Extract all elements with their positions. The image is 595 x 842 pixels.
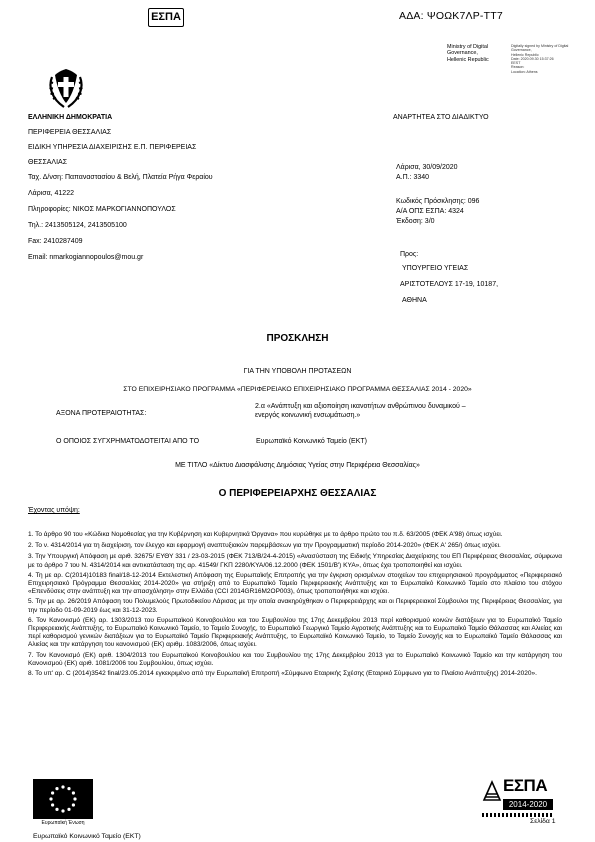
sender-line: Λάρισα, 41222 [28, 190, 74, 197]
sender-line: Πληροφορίες: ΝΙΚΟΣ ΜΑΡΚΟΓΙΑΝΝΟΠΟΥΛΟΣ [28, 206, 176, 213]
espa-footer-logo [482, 778, 554, 822]
document-date: Λάρισα, 30/09/2020 [396, 164, 458, 171]
mgov-line: Hellenic Republic [447, 56, 489, 63]
consideration-item: 4. Τη με αρ. C(2014)10183 final/18-12-2014 Εκτελεστική Απόφαση της Ευρωπαϊκής Επιτροπής για την έγκριση ορισμένων στοιχείων του επιχειρησιακού προγράμματος «Περιφερειακό Επιχειρησιακό Πρόγραμμα Θεσσαλίας 2014-2020» για στήριξη από το Ευρωπαϊκό Ταμείο Περιφερειακής Ανάπτυξης και το Ευρωπαϊκό Κοινωνικό Ταμείο στο πλαίσιο του στόχου «Επενδύσεις στην ανάπτυξη και την απασχόληση» στην Ελλάδα (CCI 2014GR16M2OP003), όπως τροποποιήθηκε και ισχύει. [28, 571, 562, 596]
version: Έκδοση: 3/0 [396, 218, 435, 225]
eu-caption: Ευρωπαϊκή Ένωση [41, 820, 85, 826]
hellenic-emblem-icon [46, 67, 86, 109]
authority-heading: Ο ΠΕΡΙΦΕΡΕΙΑΡΧΗΣ ΘΕΣΣΑΛΙΑΣ [218, 488, 377, 499]
espa-top-logo: ΕΣΠΑ [148, 8, 184, 27]
considering-label: Έχοντας υπόψη: [28, 507, 80, 514]
sender-email[interactable]: Email: nmarkogiannopoulos@mou.gr [28, 254, 144, 261]
axis-value: 2.α «Ανάπτυξη και αξιοποίηση ικανοτήτων ανθρώπινου δυναμικού – ενεργός κοινωνική ενσωμάτωση.» [255, 403, 466, 419]
recipient-label: Προς: [400, 251, 419, 258]
program-line: ΣΤΟ ΕΠΙΧΕΙΡΗΣΙΑΚΟ ΠΡΟΓΡΑΜΜΑ «ΠΕΡΙΦΕΡΕΙΑΚΟ ΕΠΙΧΕΙΡΗΣΙΑΚΟ ΠΡΟΓΡΑΜΜΑ ΘΕΣΣΑΛΙΑΣ 2014 - 2020» [123, 386, 472, 393]
espa-years: 2014-2020 [508, 800, 548, 809]
mgov-line: Governance, [447, 50, 478, 57]
recipient-line: ΑΡΙΣΤΟΤΕΛΟΥΣ 17-19, 10187, [400, 281, 499, 288]
consideration-item: 6. Τον Κανονισμό (ΕΚ) αρ. 1303/2013 του Ευρωπαϊκού Κοινοβουλίου και του Συμβουλίου της 17ης Δεκεμβρίου 2013 περί καθορισμού κοινών διατάξεων για το Ευρωπαϊκό Ταμείο Περιφερειακής Ανάπτυξης, το Ευρωπαϊκό Κοινωνικό Ταμείο, το Ταμείο Συνοχής, το Ευρωπαϊκό Γεωργικό Ταμείο Αγροτικής Ανάπτυξης και το Ευρωπαϊκό Ταμείο Θάλασσας και Αλιείας και περί καθορισμού γενικών διατάξεων για το Ευρωπαϊκό Ταμείο Περιφερειακής Ανάπτυξης, το Ευρωπαϊκό Κοινωνικό Ταμείο, το Ταμείο Συνοχής και το Ευρωπαϊκό Ταμείο Θάλασσας και Αλιείας και την κατάργηση του κανονισμού (ΕΚ) αριθμ. 1083/2006, όπως ισχύει. [28, 616, 562, 649]
espa-stripe [482, 813, 554, 817]
sender-block [28, 113, 328, 269]
digital-signature [511, 44, 593, 74]
fund-value: Ευρωπαϊκό Κοινωνικό Ταμείο (ΕΚΤ) [256, 438, 367, 445]
mgov-line: Ministry of Digital [447, 44, 489, 50]
considerations-list [28, 531, 562, 678]
ada-code: ΑΔΑ: ΨΟΩΚ7ΛΡ-ΤΤ7 [399, 10, 503, 22]
sender-line: ΕΙΔΙΚΗ ΥΠΗΡΕΣΙΑ ΔΙΑΧΕΙΡΙΣΗΣ Ε.Π. ΠΕΡΙΦΕΡΕΙΑΣ [28, 144, 197, 151]
footer-fund-caption: Ευρωπαϊκό Κοινωνικό Ταμείο (ΕΚΤ) [33, 833, 141, 840]
recipient-block [400, 264, 498, 312]
sender-line: ΠΕΡΙΦΕΡΕΙΑ ΘΕΣΣΑΛΙΑΣ [28, 129, 112, 136]
sender-line: Fax: 2410287409 [28, 238, 83, 245]
signature-line: Hellenic Republic [511, 52, 539, 57]
document-meta [396, 163, 479, 227]
sender-line: Τηλ.: 2413505124, 2413505100 [28, 222, 127, 229]
consideration-item: 7. Τον Κανονισμό (ΕΚ) αριθ. 1304/2013 του Ευρωπαϊκού Κοινοβουλίου και του Συμβουλίου της 17ης Δεκεμβρίου 2013 για το Ευρωπαϊκό Κοινωνικό Ταμείο και την κατάργηση του Κανονισμού (ΕΚ) αριθ. 1081/2006 του Συμβουλίου, όπως ισχύει. [28, 651, 562, 667]
page-number: Σελίδα 1 [530, 818, 556, 825]
espa-years-bar [503, 799, 553, 810]
consideration-item: 3. Την Υπουργική Απόφαση με αριθ. 32675/ ΕΥΘΥ 331 / 23-03-2015 (ΦΕΚ 713/Β/24-4-2015) «Ανασύσταση της Ειδικής Υπηρεσίας Διαχείρισης του ΕΠ Περιφέρειας Θεσσαλίας, σύμφωνα με το άρθρο 7 του Ν. 4314/2014 και αντικατάσταση της αρ. 41549/ ΓΚΠ 2280/ΚΥΑ/06.12.2000 (ΦΕΚ 1501/Β') ΚΥΑ», όπως έχει τροποποιηθεί και ισχύει. [28, 553, 562, 569]
signature-line: EEST [511, 61, 521, 66]
axis-label: ΑΞΟΝΑ ΠΡΟΤΕΡΑΙΟΤΗΤΑΣ: [56, 410, 147, 417]
signature-line: Date: 2020.09.30 15:37:26 [511, 56, 554, 61]
document-title: ΠΡΟΣΚΛΗΣΗ [266, 333, 329, 344]
signature-line: Digitally signed by Ministry of Digital [511, 44, 569, 48]
title-line: ΜΕ ΤΙΤΛΟ «Δίκτυο Διασφάλισης Δημόσιας Υγείας στην Περιφέρεια Θεσσαλίας» [175, 462, 420, 469]
signature-line: Location: Athens [511, 69, 538, 74]
signature-line: Governance, [511, 48, 532, 53]
recipient-line: ΥΠΟΥΡΓΕΙΟ ΥΓΕΙΑΣ [402, 265, 469, 272]
mgov-label [447, 44, 489, 63]
eu-stars-icon [33, 779, 93, 819]
fund-label: Ο ΟΠΟΙΟΣ ΣΥΓΧΡΗΜΑΤΟΔΟΤΕΙΤΑΙ ΑΠΟ ΤΟ [56, 438, 200, 445]
eu-flag-icon [33, 779, 93, 819]
for-line: ΓΙΑ ΤΗΝ ΥΠΟΒΟΛΗ ΠΡΟΤΑΣΕΩΝ [243, 368, 352, 375]
call-code: Κωδικός Πρόσκλησης: 096 [396, 198, 480, 205]
consideration-item: 5. Την με αρ. 26/2019 Απόφαση του Πολυμελούς Πρωτοδικείου Λάρισας με την οποία ανακηρύχθηκαν ο Περιφερειάρχης και οι Περιφερειακοί Σύμβουλοι της Περιφέρειας Θεσσαλίας, για την περίοδο 01-09-2019 έως και 31-12-2023. [28, 598, 562, 614]
recipient-line: ΑΘΗΝΑ [402, 297, 427, 304]
ops-id: Α/Α ΟΠΣ ΕΣΠΑ: 4324 [396, 208, 464, 215]
protocol-number: Α.Π.: 3340 [396, 174, 430, 181]
sender-line: ΘΕΣΣΑΛΙΑΣ [28, 159, 68, 166]
signature-line: Reason: [511, 65, 525, 70]
posting-notice: ΑΝΑΡΤΗΤΕΑ ΣΤΟ ΔΙΑΔΙΚΤΥΟ [393, 114, 489, 121]
sender-line: Ταχ. Δ/νση: Παπαναστασίου & Βελή, Πλατεία Ρήγα Φεραίου [28, 174, 213, 181]
consideration-item: 1. Το άρθρο 90 του «Κώδικα Νομοθεσίας για την Κυβέρνηση και Κυβερνητικά Όργανα» που κυρώθηκε με το άρθρο πρώτο του π.δ. 63/2005 (ΦΕΚ Α'98) όπως ισχύει. [28, 531, 503, 538]
sender-line: ΕΛΛΗΝΙΚΗ ΔΗΜΟΚΡΑΤΙΑ [28, 114, 113, 121]
espa-logo-text: ΕΣΠΑ [503, 776, 548, 795]
consideration-item: 2. Το ν. 4314/2014 για τη διαχείριση, τον έλεγχο και εφαρμογή αναπτυξιακών παρεμβάσεων για την Προγραμματική περίοδο 2014-2020» (ΦΕΚ Α' 265/) όπως ισχύει. [28, 542, 501, 550]
espa-swoosh-icon [482, 780, 502, 802]
consideration-item: 8. Το υπ' αρ. C (2014)3542 final/23.05.2014 εγκεκριμένο από την Ευρωπαϊκή Επιτροπή «Σύμφωνο Εταιρικής Σχέσης (Εταιρικό Σύμφωνο για το Πλαίσιο Ανάπτυξης) 2014-2020». [28, 670, 537, 678]
